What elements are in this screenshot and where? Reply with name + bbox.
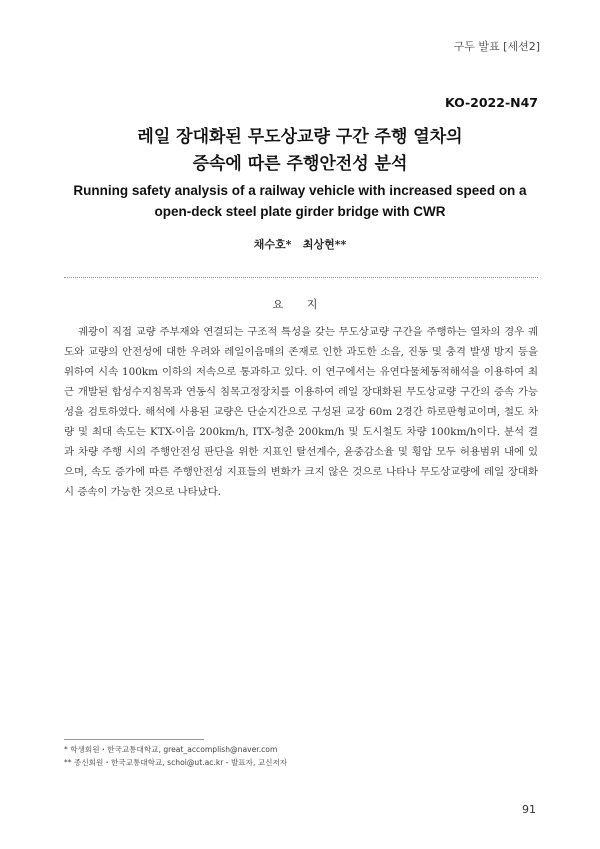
dotted-divider bbox=[64, 277, 538, 278]
abstract-body: 궤광이 직접 교량 주부재와 연결되는 구조적 특성을 갖는 무도상교량 구간을 주행하는 열차의 경우 궤도와 교량의 안전성에 대한 우려와 레일이음매의 존재로 인한 과도한 소음, 진동 및 충격 발생 방지 등을 위하여 시속 100km 이하의 저속으로 통과하고 있다. 이 연구에서는 유연다물체동적해석을 이용하여 최근 개발된 합성수지침목과 연동식 침목고정장치를 이용하여 레일 장대화된 무도상교량 구간의 증속 가능성을 검토하였다. 해석에 사용된 교량은 단순지간으로 구성된 교장 60m 2경간 하로판형교이며, 철도 차량 및 최대 속도는 KTX-이음 200km/h, ITX-청춘 200km/h 및 도시철도 차량 100km/h이다. 분석 결과 차량 주행 시의 주행안전성 판단을 위한 지표인 탈선계수, 윤중감소율 및 횡압 모두 허용범위 내에 있으며, 속도 증가에 따른 주행안전성 지표들의 변화가 크지 않은 것으로 나타나 무도상교량에 레일 장대화 시 증속이 가능한 것으로 나타났다. bbox=[64, 326, 538, 498]
english-title-line-2: open-deck steel plate girder bridge with CWR bbox=[154, 204, 446, 219]
session-label: 구두 발표 [세션2] bbox=[453, 40, 540, 53]
korean-title bbox=[0, 124, 600, 178]
abstract-heading: 요 지 bbox=[272, 298, 328, 311]
korean-title-line-2: 증속에 따른 주행안전성 분석 bbox=[192, 154, 408, 174]
paper-code: KO-2022-N47 bbox=[444, 95, 538, 110]
footnote-divider bbox=[64, 739, 204, 740]
page-number: 91 bbox=[522, 803, 536, 816]
korean-title-line-1: 레일 장대화된 무도상교량 구간 주행 열차의 bbox=[137, 127, 463, 147]
footnote-1: * 학생회원・한국교통대학교, great_accomplish@naver.com bbox=[64, 745, 278, 754]
authors: 채수호* 최상현** bbox=[253, 238, 347, 251]
english-title-line-1: Running safety analysis of a railway vehicle with increased speed on a bbox=[73, 183, 527, 198]
footnote-2: ** 종신회원・한국교통대학교, schoi@ut.ac.kr - 발표자, 교신저자 bbox=[64, 758, 288, 767]
english-title bbox=[0, 180, 600, 222]
